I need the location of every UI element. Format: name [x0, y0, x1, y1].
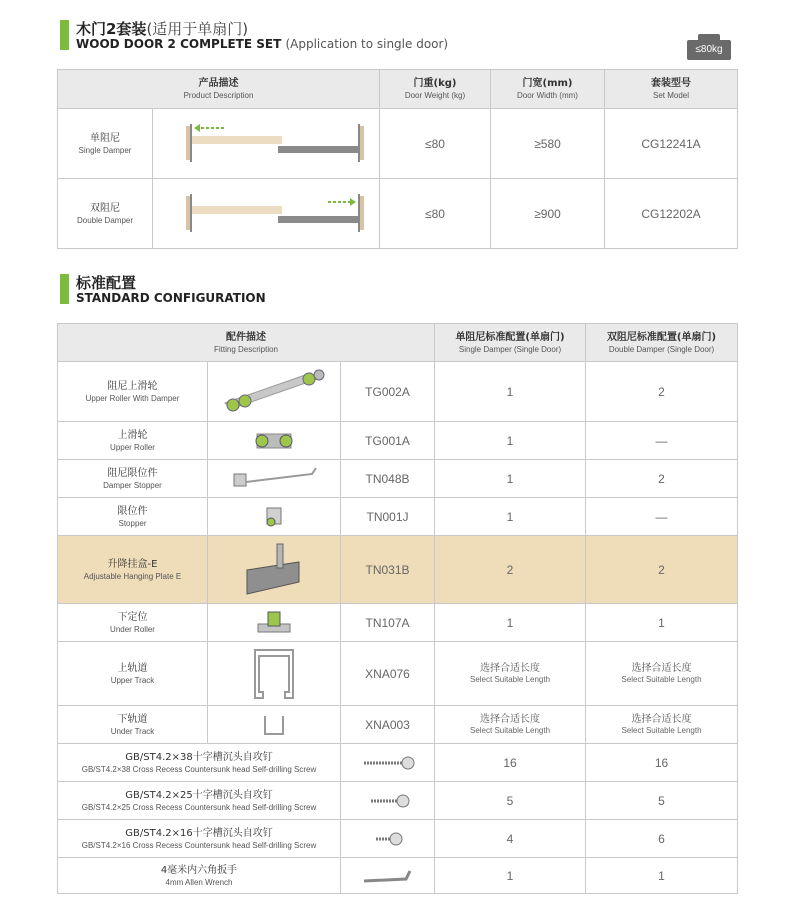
- accent-bar: [60, 20, 69, 50]
- single-qty: 4: [435, 820, 586, 858]
- table-row: [58, 744, 738, 782]
- table-row: [58, 858, 738, 894]
- section-2-title-cn: 标准配置: [76, 274, 137, 292]
- double-qty: 2: [586, 362, 738, 422]
- table-row: [58, 460, 738, 498]
- section-1-title-en: WOOD DOOR 2 COMPLETE SET (Application to single door): [76, 37, 449, 51]
- weight-badge: [687, 34, 731, 62]
- part-code: TN001J: [341, 498, 435, 536]
- double-qty: 1: [586, 604, 738, 642]
- part-code: TG001A: [341, 422, 435, 460]
- header-single-damper: 单阻尼标准配置(单扇门) Single Damper (Single Door): [435, 324, 586, 362]
- part-code: TN031B: [341, 536, 435, 604]
- row-label: 单阻尼 Single Damper: [58, 109, 153, 179]
- single-qty: 1: [435, 498, 586, 536]
- accent-bar: [60, 274, 69, 304]
- header-door-width: 门宽(mm) Door Width (mm): [491, 70, 605, 109]
- fitting-name: 升降挂盒-E Adjustable Hanging Plate E: [58, 536, 208, 604]
- fitting-name: GB/ST4.2×38十字槽沉头自攻钉 GB/ST4.2×38 Cross Recess Countersunk head Self-drilling Screw: [58, 744, 341, 782]
- set-table-header: [58, 70, 738, 109]
- fitting-name: GB/ST4.2×25十字槽沉头自攻钉 GB/ST4.2×25 Cross Recess Countersunk head Self-drilling Screw: [58, 782, 341, 820]
- part-code: TG002A: [341, 362, 435, 422]
- single-qty: 5: [435, 782, 586, 820]
- table-row: [58, 362, 738, 422]
- table-row-highlighted: [58, 536, 738, 604]
- screw-16-icon: [341, 820, 435, 858]
- set-model-value: CG12202A: [605, 179, 738, 249]
- hanging-plate-icon: [208, 536, 341, 604]
- set-model-value: CG12241A: [605, 109, 738, 179]
- door-weight-value: ≤80: [380, 109, 491, 179]
- fitting-name: 上轨道 Upper Track: [58, 642, 208, 706]
- damper-stopper-icon: [208, 460, 341, 498]
- table-row: [58, 498, 738, 536]
- row-label: 双阻尼 Double Damper: [58, 179, 153, 249]
- fitting-name: 下定位 Under Roller: [58, 604, 208, 642]
- single-qty: 选择合适长度 Select Suitable Length: [435, 642, 586, 706]
- header-product-description: 产品描述 Product Description: [58, 70, 380, 109]
- section-2-title-en: STANDARD CONFIGURATION: [76, 291, 266, 305]
- table-row: [58, 604, 738, 642]
- double-qty: —: [586, 422, 738, 460]
- under-track-icon: [208, 706, 341, 744]
- table-row: [58, 782, 738, 820]
- single-damper-diagram-icon: [153, 109, 380, 179]
- part-code: TN107A: [341, 604, 435, 642]
- double-qty: 选择合适长度 Select Suitable Length: [586, 642, 738, 706]
- door-width-value: ≥580: [491, 109, 605, 179]
- fitting-name: 阻尼上滑轮 Upper Roller With Damper: [58, 362, 208, 422]
- door-width-value: ≥900: [491, 179, 605, 249]
- under-roller-icon: [208, 604, 341, 642]
- weight-badge-label: ≤80kg: [695, 44, 723, 55]
- table-row: [58, 179, 738, 249]
- part-code: XNA003: [341, 706, 435, 744]
- config-table: [57, 323, 738, 894]
- double-qty: 2: [586, 536, 738, 604]
- header-set-model: 套装型号 Set Model: [605, 70, 738, 109]
- fitting-name: GB/ST4.2×16十字槽沉头自攻钉 GB/ST4.2×16 Cross Recess Countersunk head Self-drilling Screw: [58, 820, 341, 858]
- single-qty: 1: [435, 422, 586, 460]
- single-qty: 1: [435, 858, 586, 894]
- fitting-name: 阻尼限位件 Damper Stopper: [58, 460, 208, 498]
- upper-track-icon: [208, 642, 341, 706]
- single-qty: 1: [435, 362, 586, 422]
- part-code: XNA076: [341, 642, 435, 706]
- header-door-weight: 门重(kg) Door Weight (kg): [380, 70, 491, 109]
- single-qty: 选择合适长度 Select Suitable Length: [435, 706, 586, 744]
- double-qty: 1: [586, 858, 738, 894]
- double-qty: —: [586, 498, 738, 536]
- fitting-name: 4毫米内六角扳手 4mm Allen Wrench: [58, 858, 341, 894]
- fitting-name: 下轨道 Under Track: [58, 706, 208, 744]
- upper-roller-damper-icon: [208, 362, 341, 422]
- set-table: [57, 69, 738, 249]
- single-qty: 2: [435, 536, 586, 604]
- config-table-header: [58, 324, 738, 362]
- section-1-title-cn: 木门2套装(适用于单扇门): [76, 20, 249, 38]
- single-qty: 1: [435, 460, 586, 498]
- table-row: [58, 422, 738, 460]
- header-fitting-description: 配件描述 Fitting Description: [58, 324, 435, 362]
- door-weight-value: ≤80: [380, 179, 491, 249]
- table-row: [58, 642, 738, 706]
- table-row: [58, 109, 738, 179]
- stopper-icon: [208, 498, 341, 536]
- screw-38-icon: [341, 744, 435, 782]
- allen-wrench-icon: [341, 858, 435, 894]
- fitting-name: 上滑轮 Upper Roller: [58, 422, 208, 460]
- single-qty: 1: [435, 604, 586, 642]
- table-row: [58, 820, 738, 858]
- double-qty: 2: [586, 460, 738, 498]
- fitting-name: 限位件 Stopper: [58, 498, 208, 536]
- upper-roller-icon: [208, 422, 341, 460]
- single-qty: 16: [435, 744, 586, 782]
- part-code: TN048B: [341, 460, 435, 498]
- double-qty: 选择合适长度 Select Suitable Length: [586, 706, 738, 744]
- double-qty: 6: [586, 820, 738, 858]
- screw-25-icon: [341, 782, 435, 820]
- double-damper-diagram-icon: [153, 179, 380, 249]
- double-qty: 16: [586, 744, 738, 782]
- table-row: [58, 706, 738, 744]
- double-qty: 5: [586, 782, 738, 820]
- header-double-damper: 双阻尼标准配置(单扇门) Double Damper (Single Door): [586, 324, 738, 362]
